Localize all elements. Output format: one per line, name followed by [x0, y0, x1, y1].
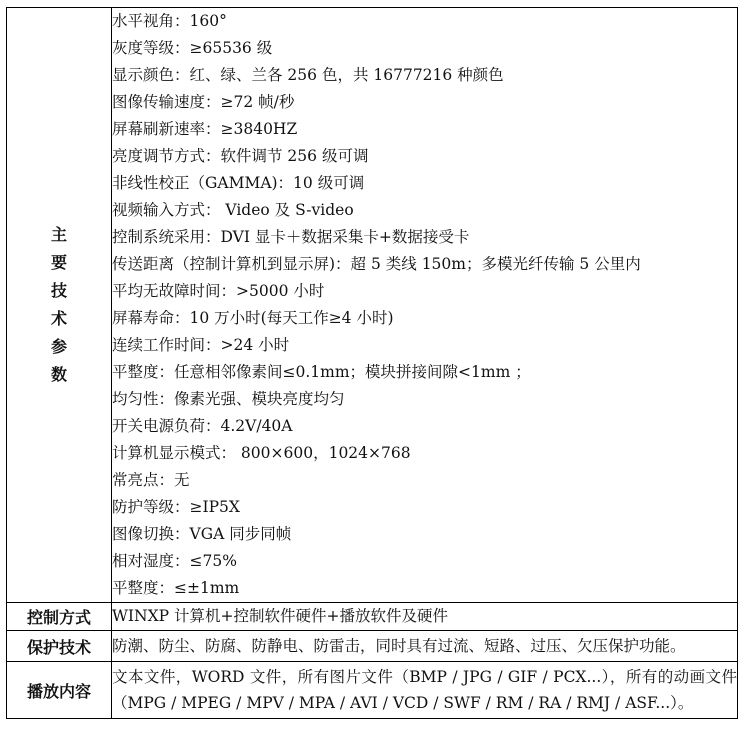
protection-row: [7, 631, 738, 662]
main-params-label-char: 技: [50, 281, 67, 300]
param-line: 平整度：≤±1mm: [112, 579, 240, 597]
param-line: 均匀性：像素光强、模块亮度均匀: [112, 390, 345, 408]
control-mode-label: 控制方式: [7, 603, 112, 631]
playback-label: 播放内容: [7, 662, 112, 719]
param-line: 屏幕刷新速率：≥3840HZ: [112, 120, 298, 138]
param-line: 平整度：任意相邻像素间≤0.1mm；模块拼接间隙<1mm ；: [112, 363, 531, 381]
main-params-label-char: 要: [50, 253, 67, 272]
param-line: 平均无故障时间：>5000 小时: [112, 282, 325, 300]
param-line: 非线性校正（GAMMA)：10 级可调: [112, 174, 365, 192]
playback-row: [7, 662, 738, 719]
playback-text: 文本文件，WORD 文件，所有图片文件（BMP / JPG / GIF / PCX...），所有的动画文件（MPG / MPEG / MPV / MPA / AVI / VCD / SWF / RM / RA / RMJ / ASF...）。: [112, 668, 737, 712]
control-mode-row: [7, 603, 738, 631]
param-line: 防护等级：≥IP5X: [112, 498, 240, 516]
param-line: 灰度等级：≥65536 级: [112, 39, 273, 57]
param-line: 亮度调节方式：软件调节 256 级可调: [112, 147, 369, 165]
protection-content: [112, 631, 738, 662]
param-line: 控制系统采用：DVI 显卡＋数据采集卡+数据接受卡: [112, 228, 470, 246]
param-line: 常亮点：无: [112, 471, 190, 489]
param-line: 图像传输速度：≥72 帧/秒: [112, 93, 295, 111]
param-line: 相对湿度：≤75%: [112, 552, 237, 570]
param-line: 屏幕寿命：10 万小时(每天工作≥4 小时): [112, 309, 394, 327]
param-line: 水平视角：160°: [112, 12, 227, 30]
main-params-label: [7, 8, 112, 603]
param-line: 计算机显示模式： 800×600，1024×768: [112, 444, 411, 462]
playback-content: [112, 662, 738, 719]
main-params-row: [7, 8, 738, 603]
main-params-label-char: 术: [50, 309, 67, 328]
main-params-label-char: 参: [50, 337, 67, 356]
protection-text: 防潮、防尘、防腐、防静电、防雷击，同时具有过流、短路、过压、欠压保护功能。: [112, 637, 686, 655]
control-mode-content: [112, 603, 738, 631]
control-mode-text: WINXP 计算机+控制软件硬件+播放软件及硬件: [112, 607, 448, 625]
param-line: 连续工作时间：>24 小时: [112, 336, 290, 354]
param-line: 显示颜色：红、绿、兰各 256 色，共 16777216 种颜色: [112, 66, 504, 84]
param-line: 传送距离（控制计算机到显示屏)：超 5 类线 150m；多模光纤传输 5 公里内: [112, 255, 641, 273]
protection-label: 保护技术: [7, 631, 112, 662]
param-line: 视频输入方式： Video 及 S-video: [112, 201, 354, 219]
main-params-content: [112, 8, 738, 603]
spec-table: [6, 7, 738, 719]
main-params-label-char: 主: [50, 225, 67, 244]
main-params-label-char: 数: [50, 365, 67, 384]
param-line: 图像切换：VGA 同步同帧: [112, 525, 292, 543]
param-line: 开关电源负荷：4.2V/40A: [112, 417, 293, 435]
